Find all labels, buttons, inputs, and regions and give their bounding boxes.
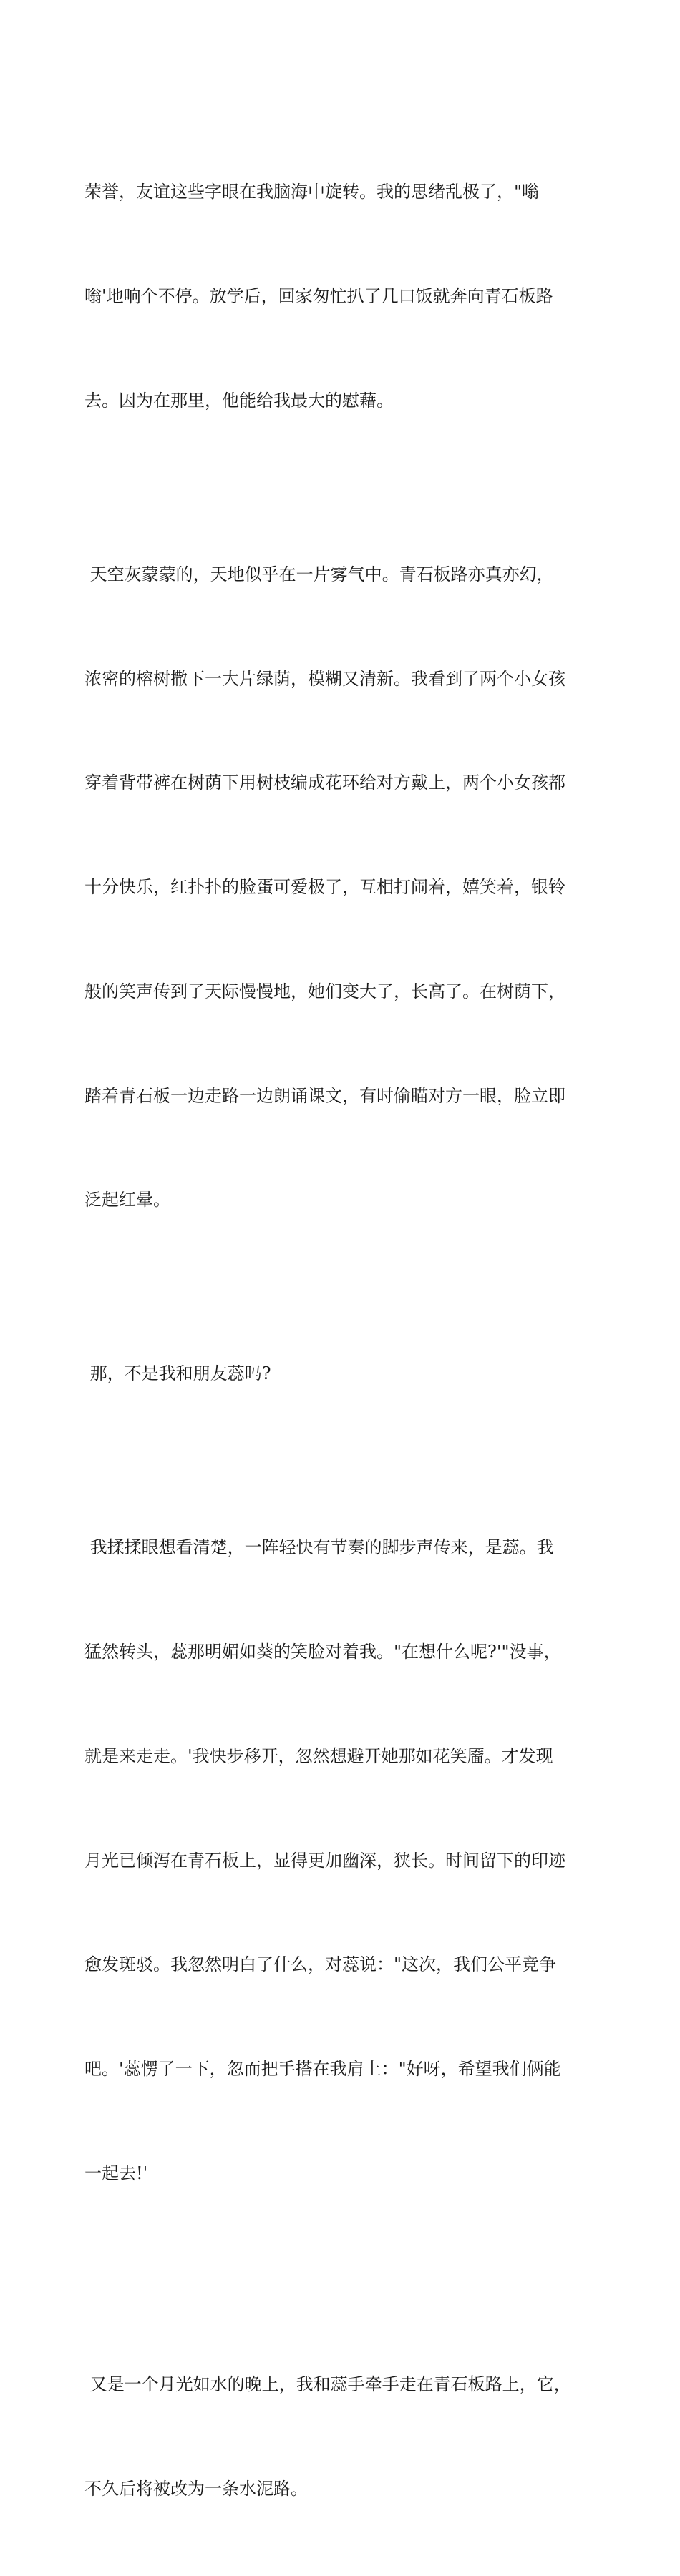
- text-line: 一起去!': [84, 2163, 148, 2184]
- text-line: 般的笑声传到了天际慢慢地，她们变大了，长高了。在树荫下，: [84, 981, 565, 1001]
- paragraph-5: [84, 2298, 607, 2576]
- text-line: 愈发斑驳。我忽然明白了什么，对蕊说："这次，我们公平竞争: [84, 1954, 557, 1975]
- paragraph-spacer: [84, 2261, 607, 2298]
- text-line: 浓密的榕树撒下一大片绿荫，模糊又清新。我看到了两个小女孩: [84, 668, 565, 689]
- paragraph-1: [84, 105, 607, 488]
- paragraph-3: [84, 1287, 607, 1461]
- document-body: [84, 105, 607, 2576]
- text-line: 天空灰蒙蒙的，天地似乎在一片雾气中。青石板路亦真亦幻，: [84, 564, 554, 584]
- text-line: 泛起红晕。: [84, 1190, 170, 1210]
- text-line: 就是来走走。'我快步移开，忽然想避开她那如花笑靥。才发现: [84, 1745, 553, 1766]
- text-line: 荣誉，友谊这些字眼在我脑海中旋转。我的思绪乱极了，"嗡: [84, 182, 540, 202]
- text-line: 那，不是我和朋友蕊吗?: [84, 1363, 271, 1384]
- paragraph-2: [84, 488, 607, 1288]
- text-line: 不久后将被改为一条水泥路。: [84, 2478, 308, 2499]
- paragraph-4: [84, 1461, 607, 2261]
- text-line: 去。因为在那里，他能给我最大的慰藉。: [84, 390, 394, 411]
- text-line: 十分快乐，红扑扑的脸蛋可爱极了，互相打闹着，嬉笑着，银铃: [84, 877, 565, 898]
- text-line: 又是一个月光如水的晚上，我和蕊手牵手走在青石板路上，它，: [84, 2374, 571, 2394]
- text-line: 踏着青石板一边走路一边朗诵课文，有时偷瞄对方一眼，脸立即: [84, 1085, 565, 1106]
- text-line: 穿着背带裤在树荫下用树枝编成花环给对方戴上，两个小女孩都: [84, 773, 565, 793]
- text-line: 我揉揉眼想看清楚，一阵轻快有节奏的脚步声传来，是蕊。我: [84, 1537, 554, 1558]
- text-line: 吧。'蕊愣了一下，忽而把手搭在我肩上："好呀，希望我们俩能: [84, 2059, 561, 2080]
- text-line: 嗡'地响个不停。放学后，回家匆忙扒了几口饭就奔向青石板路: [84, 285, 553, 306]
- text-line: 月光已倾泻在青石板上，显得更加幽深，狭长。时间留下的印迹: [84, 1850, 565, 1871]
- text-line: 猛然转头，蕊那明媚如葵的笑脸对着我。"在想什么呢?'"没事，: [84, 1642, 561, 1662]
